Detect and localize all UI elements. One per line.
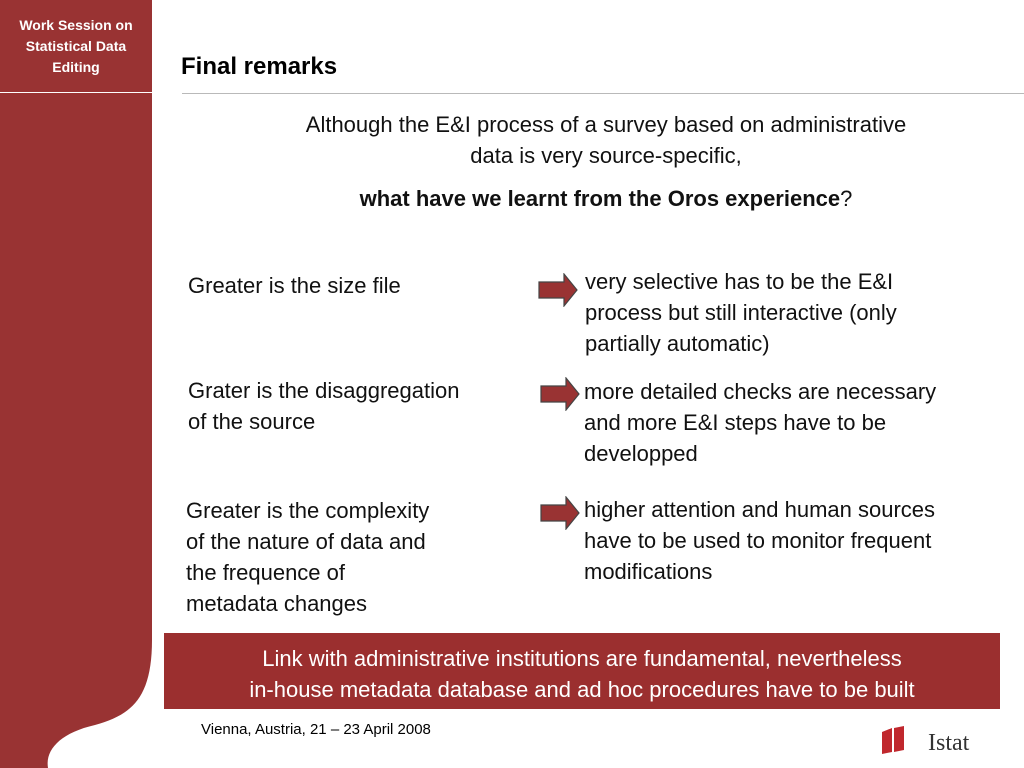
logo-text: Istat — [928, 730, 970, 756]
session-header — [0, 0, 152, 92]
session-header-line: Statistical Data — [25, 37, 127, 54]
result-line: and more E&I steps have to be — [584, 410, 887, 435]
right-arrow-icon — [538, 273, 578, 307]
condition-line: Grater is the disaggregation — [188, 378, 460, 403]
condition-line: Greater is the complexity — [186, 498, 430, 523]
header-divider — [0, 92, 152, 93]
result-line: higher attention and human sources — [584, 497, 936, 522]
remark-result — [584, 376, 936, 469]
condition-line: metadata changes — [186, 591, 368, 616]
right-arrow-icon — [540, 377, 580, 411]
result-line: modifications — [584, 559, 713, 584]
remark-condition — [188, 270, 401, 301]
session-header-line: Editing — [52, 58, 100, 75]
remark-result — [585, 266, 897, 359]
question-bold: what have we learnt from the Oros experience — [359, 186, 841, 211]
condition-line: of the source — [188, 409, 316, 434]
session-header-line: Work Session on — [19, 16, 133, 33]
remark-condition — [186, 495, 429, 619]
result-line: have to be used to monitor frequent — [584, 528, 932, 553]
result-line: very selective has to be the E&I — [585, 269, 894, 294]
remark-result — [584, 494, 935, 587]
footer-text: Vienna, Austria, 21 – 23 April 2008 — [201, 721, 431, 738]
right-arrow-icon — [540, 496, 580, 530]
condition-line: of the nature of data and — [186, 529, 426, 554]
condition-line: Greater is the size file — [188, 273, 401, 298]
result-line: more detailed checks are necessary — [584, 379, 937, 404]
condition-line: the frequence of — [186, 560, 346, 585]
result-line: partially automatic) — [585, 331, 770, 356]
istat-logo-icon — [880, 724, 980, 756]
question-mark: ? — [840, 186, 853, 211]
intro-line: Although the E&I process of a survey based on administrative — [305, 112, 907, 137]
banner-line: Link with administrative institutions are fundamental, nevertheless — [262, 646, 902, 671]
result-line: developped — [584, 441, 698, 466]
slide-title: Final remarks — [181, 53, 338, 80]
remark-condition — [188, 375, 460, 437]
conclusion-banner — [164, 633, 1000, 709]
result-line: process but still interactive (only — [585, 300, 897, 325]
banner-line: in-house metadata database and ad hoc procedures have to be built — [249, 677, 915, 702]
intro-question — [200, 185, 1012, 213]
title-rule — [182, 93, 1024, 94]
intro-line: data is very source-specific, — [470, 143, 742, 168]
intro-text — [200, 109, 1012, 171]
